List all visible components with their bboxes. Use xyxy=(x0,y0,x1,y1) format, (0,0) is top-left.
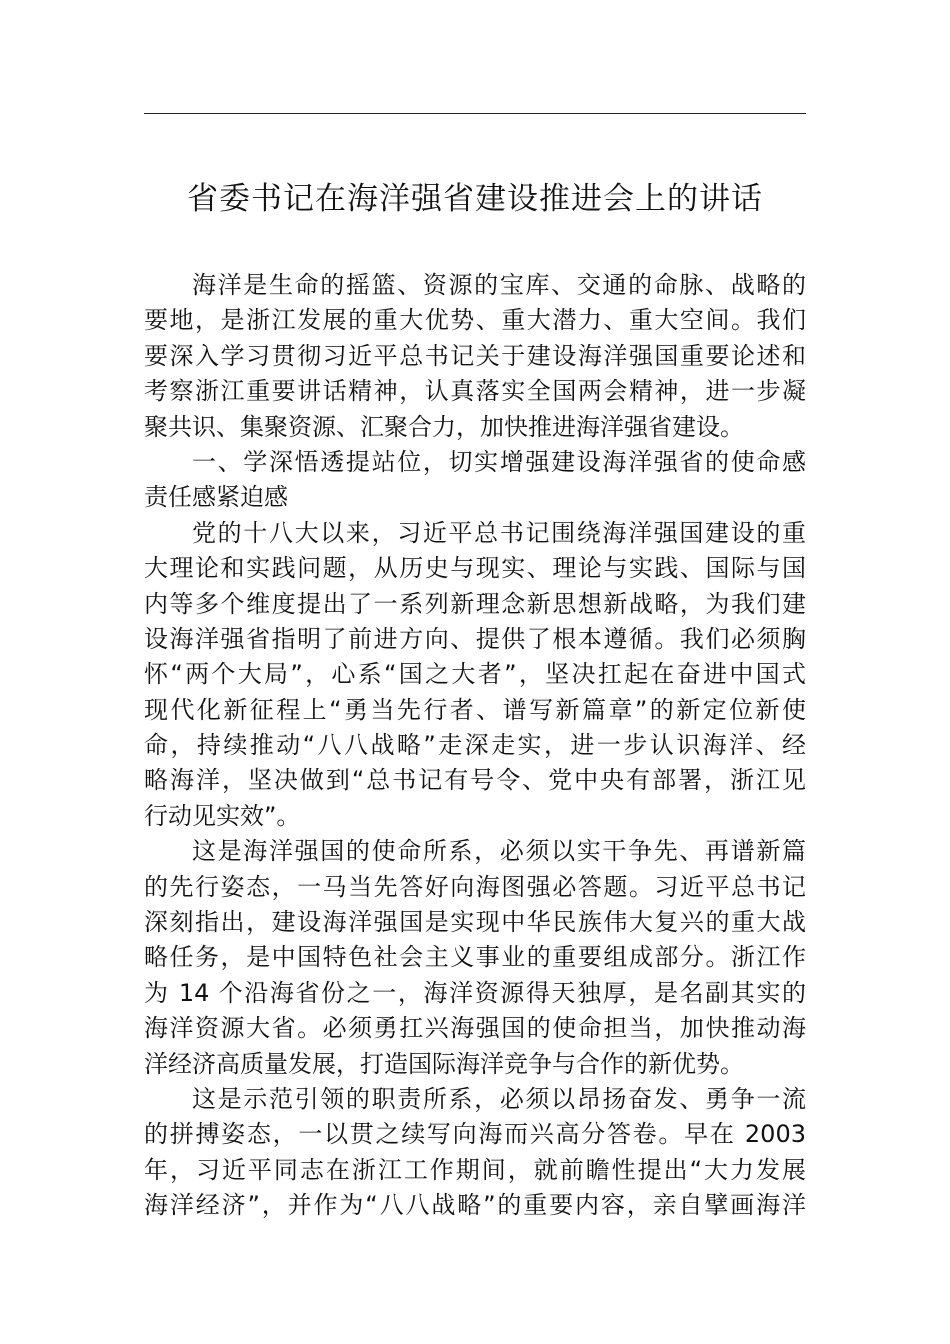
text-line: 洋经济高质量发展，打造国际海洋竞争与合作的新优势。 xyxy=(144,1049,744,1078)
text-line: 党的十八大以来，习近平总书记围绕海洋强国建设的重 xyxy=(192,518,806,547)
text-line: 要深入学习贯彻习近平总书记关于建设海洋强国重要论述和 xyxy=(144,341,806,370)
text-line: 行动见实效”。 xyxy=(144,801,301,830)
text-line: 这是示范引领的职责所系，必须以昂扬奋发、勇争一流 xyxy=(192,1084,806,1113)
text-line: 命，持续推动“八八战略”走深走实，进一步认识海洋、经 xyxy=(144,731,806,760)
text-line: 怀“两个大局”，心系“国之大者”，坚决扛起在奋进中国式 xyxy=(144,660,806,689)
header-rule xyxy=(144,113,806,114)
text-line: 现代化新征程上“勇当先行者、谱写新篇章”的新定位新使 xyxy=(144,695,806,724)
text-line: 的先行姿态，一马当先答好向海图强必答题。习近平总书记 xyxy=(144,872,806,901)
text-line: 年，习近平同志在浙江工作期间，就前瞻性提出“大力发展 xyxy=(144,1155,806,1184)
text-line: 深刻指出，建设海洋强国是实现中华民族伟大复兴的重大战 xyxy=(144,908,806,937)
text-line: 这是海洋强国的使命所系，必须以实干争先、再谱新篇 xyxy=(192,837,806,866)
text-line: 内等多个维度提出了一系列新理念新思想新战略，为我们建 xyxy=(144,589,806,618)
text-line: 略任务，是中国特色社会主义事业的重要组成部分。浙江作 xyxy=(144,943,806,972)
text-line: 海洋资源大省。必须勇扛兴海强国的使命担当，加快推动海 xyxy=(144,1014,806,1043)
text-line: 海洋是生命的摇篮、资源的宝库、交通的命脉、战略的 xyxy=(192,271,806,299)
text-line: 一、学深悟透提站位，切实增强建设海洋强省的使命感 xyxy=(192,447,806,476)
text-line: 海洋经济”，并作为“八八战略”的重要内容，亲自擘画海洋 xyxy=(144,1191,806,1220)
text-line: 要地，是浙江发展的重大优势、重大潜力、重大空间。我们 xyxy=(144,306,806,335)
document-title: 省委书记在海洋强省建设推进会上的讲话 xyxy=(187,181,763,217)
text-line: 略海洋，坚决做到“总书记有号令、党中央有部署，浙江见 xyxy=(144,766,806,795)
text-line: 责任感紧迫感 xyxy=(144,483,288,512)
text-line: 考察浙江重要讲话精神，认真落实全国两会精神，进一步凝 xyxy=(144,377,806,406)
text-line: 设海洋强省指明了前进方向、提供了根本遵循。我们必须胸 xyxy=(144,624,806,653)
text-line: 大理论和实践问题，从历史与现实、理论与实践、国际与国 xyxy=(144,554,806,583)
text-line: 聚共识、集聚资源、汇聚合力，加快推进海洋强省建设。 xyxy=(144,412,744,441)
text-line: 为 14 个沿海省份之一，海洋资源得天独厚，是名副其实的 xyxy=(144,978,806,1007)
document-body xyxy=(144,268,806,1224)
text-line: 的拼搏姿态，一以贯之续写向海而兴高分答卷。早在 2003 xyxy=(144,1120,806,1149)
